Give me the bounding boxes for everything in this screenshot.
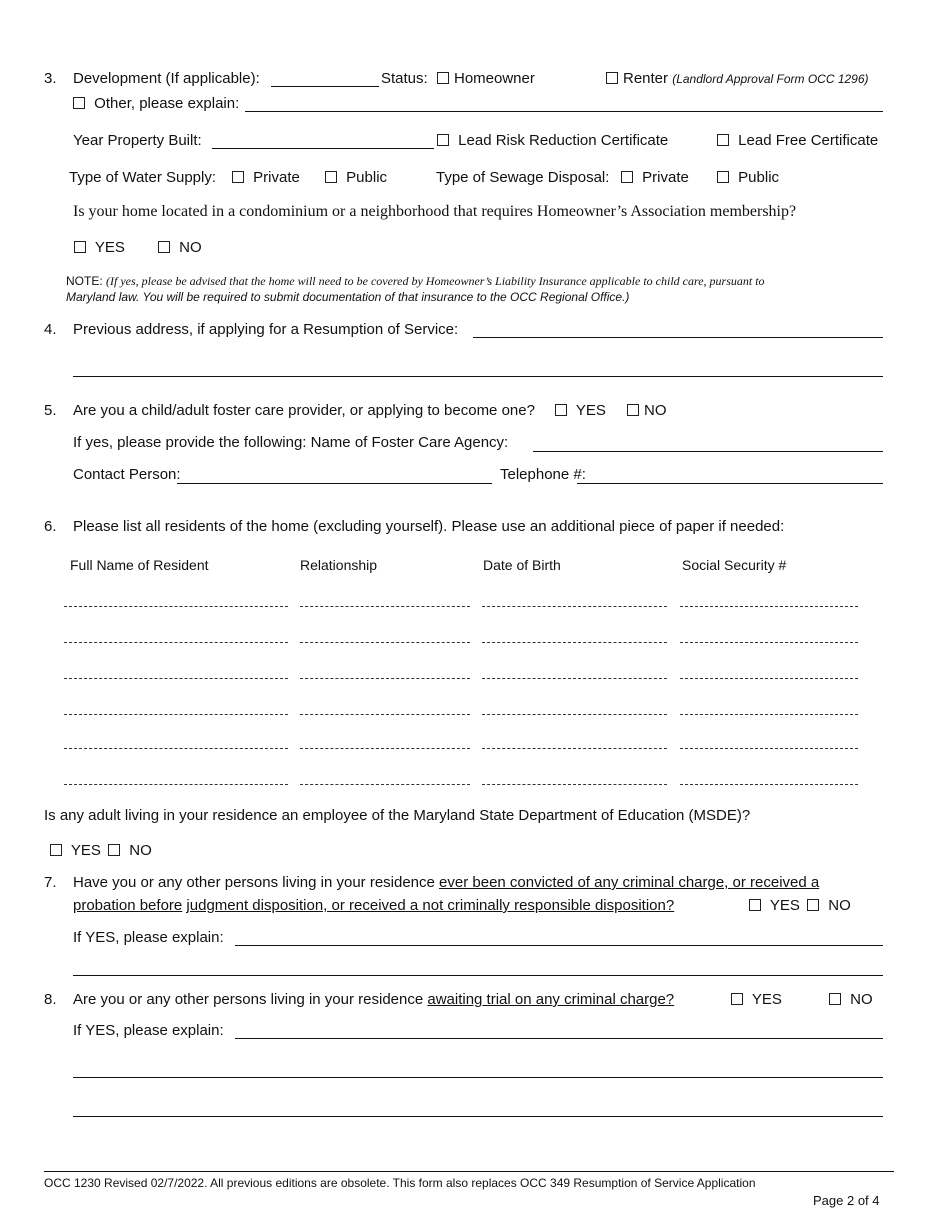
- resident-row-6-field-3[interactable]: [482, 784, 667, 785]
- q7-yes-checkbox[interactable]: [749, 899, 761, 911]
- foster-no-option[interactable]: NO: [627, 402, 667, 420]
- footer-divider: [44, 1171, 894, 1172]
- water-supply-label: Type of Water Supply:: [69, 169, 217, 186]
- q7-number: 7.: [44, 874, 57, 891]
- foster-yes-option[interactable]: YES: [555, 402, 606, 420]
- q8-explain-field[interactable]: [235, 1038, 883, 1039]
- msde-options[interactable]: [50, 842, 152, 860]
- q8-yes-option[interactable]: YES: [731, 991, 782, 1009]
- renter-option[interactable]: Renter (Landlord Approval Form OCC 1296): [606, 70, 869, 88]
- resident-row-5-field-2[interactable]: [300, 748, 470, 749]
- homeowner-checkbox[interactable]: [437, 72, 449, 84]
- column-header-relationship: Relationship: [300, 557, 378, 573]
- resident-row-2-field-4[interactable]: [680, 642, 858, 643]
- resident-row-4-field-2[interactable]: [300, 714, 470, 715]
- q7-explain-label: If YES, please explain:: [73, 929, 224, 946]
- column-header-ssn: Social Security #: [682, 557, 787, 573]
- sewage-private-option[interactable]: Private: [621, 169, 689, 187]
- renter-note: (Landlord Approval Form OCC 1296): [672, 72, 869, 86]
- q7-explain-field[interactable]: [235, 945, 883, 946]
- status-label: Status:: [381, 70, 428, 87]
- note-label: NOTE:: [66, 274, 103, 288]
- resident-row-2-field-1[interactable]: [64, 642, 288, 643]
- resident-row-6-field-1[interactable]: [64, 784, 288, 785]
- q7-yes-label: YES: [769, 897, 800, 914]
- resident-row-3-field-1[interactable]: [64, 678, 288, 679]
- resident-row-2-field-3[interactable]: [482, 642, 667, 643]
- q8-number: 8.: [44, 991, 57, 1008]
- q7-line-2: probation before judgment disposition, or received a not criminally responsible disposition?: [73, 897, 675, 914]
- msde-yes-label: YES: [70, 842, 101, 859]
- other-checkbox[interactable]: [73, 97, 85, 109]
- water-private-option[interactable]: Private: [232, 169, 300, 187]
- year-built-label: Year Property Built:: [73, 132, 202, 149]
- q7-explain-field-2[interactable]: [73, 975, 883, 976]
- q8-question: Are you or any other persons living in your residence awaiting trial on any criminal charge?: [73, 991, 675, 1008]
- development-field[interactable]: [271, 86, 379, 87]
- hoa-question: Is your home located in a condominium or a neighborhood that requires Homeowner’s Association membership?: [73, 203, 797, 220]
- q4-number: 4.: [44, 321, 57, 338]
- foster-no-checkbox[interactable]: [627, 404, 639, 416]
- resident-row-3-field-4[interactable]: [680, 678, 858, 679]
- resident-row-6-field-2[interactable]: [300, 784, 470, 785]
- previous-address-label: Previous address, if applying for a Resumption of Service:: [73, 321, 459, 338]
- q7-options[interactable]: [749, 897, 851, 915]
- column-header-dob: Date of Birth: [483, 557, 561, 573]
- resident-row-5-field-1[interactable]: [64, 748, 288, 749]
- previous-address-field[interactable]: [473, 337, 883, 338]
- resident-row-1-field-3[interactable]: [482, 606, 667, 607]
- q8-explain-field-2[interactable]: [73, 1077, 883, 1078]
- year-built-field[interactable]: [212, 148, 434, 149]
- q8-yes-checkbox[interactable]: [731, 993, 743, 1005]
- hoa-yes-checkbox[interactable]: [74, 241, 86, 253]
- q6-number: 6.: [44, 518, 57, 535]
- water-private-checkbox[interactable]: [232, 171, 244, 183]
- water-public-checkbox[interactable]: [325, 171, 337, 183]
- q8-no-option[interactable]: NO: [829, 991, 873, 1009]
- q8-no-checkbox[interactable]: [829, 993, 841, 1005]
- msde-no-label: NO: [129, 842, 152, 859]
- lead-free-option[interactable]: Lead Free Certificate: [717, 132, 878, 150]
- footer-revision: OCC 1230 Revised 02/7/2022. All previous editions are obsolete. This form also replaces OCC 349 Resumption of Service Application: [44, 1176, 756, 1190]
- resident-row-3-field-2[interactable]: [300, 678, 470, 679]
- resident-row-1-field-4[interactable]: [680, 606, 858, 607]
- hoa-note-line-1: NOTE: (If yes, please be advised that the home will need to be covered by Homeowner’s Liability Insurance applicable to child care, pursuant to: [66, 274, 765, 288]
- column-header-name: Full Name of Resident: [70, 557, 209, 573]
- foster-agency-field[interactable]: [533, 451, 883, 452]
- contact-person-field[interactable]: [177, 483, 492, 484]
- sewage-public-option[interactable]: Public: [717, 169, 779, 187]
- q7-no-checkbox[interactable]: [807, 899, 819, 911]
- msde-question: Is any adult living in your residence an employee of the Maryland State Department of Education (MSDE)?: [44, 807, 751, 824]
- other-explain-field[interactable]: [245, 111, 883, 112]
- homeowner-option[interactable]: Homeowner: [437, 70, 535, 88]
- foster-agency-label: If yes, please provide the following: Name of Foster Care Agency:: [73, 434, 509, 451]
- water-public-option[interactable]: Public: [325, 169, 387, 187]
- hoa-yes-option[interactable]: YES: [74, 239, 125, 257]
- residents-instruction: Please list all residents of the home (excluding yourself). Please use an additional piece of paper if needed:: [73, 518, 785, 535]
- hoa-note-line-2: Maryland law. You will be required to submit documentation of that insurance to the OCC Regional Office.): [66, 290, 630, 304]
- sewage-public-checkbox[interactable]: [717, 171, 729, 183]
- lead-risk-checkbox[interactable]: [437, 134, 449, 146]
- resident-row-2-field-2[interactable]: [300, 642, 470, 643]
- resident-row-4-field-4[interactable]: [680, 714, 858, 715]
- q3-number: 3.: [44, 70, 57, 87]
- q8-explain-label: If YES, please explain:: [73, 1022, 224, 1039]
- resident-row-5-field-3[interactable]: [482, 748, 667, 749]
- telephone-label: Telephone #:: [500, 466, 586, 483]
- lead-risk-option[interactable]: Lead Risk Reduction Certificate: [437, 132, 668, 150]
- previous-address-field-2[interactable]: [73, 376, 883, 377]
- contact-person-label: Contact Person:: [73, 466, 181, 483]
- msde-yes-checkbox[interactable]: [50, 844, 62, 856]
- sewage-label: Type of Sewage Disposal:: [436, 169, 610, 186]
- resident-row-3-field-3[interactable]: [482, 678, 667, 679]
- hoa-no-option[interactable]: NO: [158, 239, 202, 257]
- q7-line-1: Have you or any other persons living in your residence ever been convicted of any criminal charge, or received a: [73, 874, 820, 891]
- development-label: Development (If applicable):: [73, 70, 260, 87]
- q5-number: 5.: [44, 402, 57, 419]
- resident-row-6-field-4[interactable]: [680, 784, 858, 785]
- q8-explain-field-3[interactable]: [73, 1116, 883, 1117]
- resident-row-4-field-1[interactable]: [64, 714, 288, 715]
- resident-row-4-field-3[interactable]: [482, 714, 667, 715]
- sewage-private-checkbox[interactable]: [621, 171, 633, 183]
- resident-row-1-field-2[interactable]: [300, 606, 470, 607]
- msde-no-checkbox[interactable]: [108, 844, 120, 856]
- foster-yes-checkbox[interactable]: [555, 404, 567, 416]
- renter-checkbox[interactable]: [606, 72, 618, 84]
- q7-no-label: NO: [828, 897, 851, 914]
- resident-row-5-field-4[interactable]: [680, 748, 858, 749]
- page-number: Page 2 of 4: [813, 1193, 880, 1208]
- telephone-field[interactable]: [577, 483, 883, 484]
- foster-question: Are you a child/adult foster care provider, or applying to become one?: [73, 402, 535, 419]
- lead-free-checkbox[interactable]: [717, 134, 729, 146]
- other-option[interactable]: Other, please explain:: [73, 95, 239, 113]
- hoa-no-checkbox[interactable]: [158, 241, 170, 253]
- resident-row-1-field-1[interactable]: [64, 606, 288, 607]
